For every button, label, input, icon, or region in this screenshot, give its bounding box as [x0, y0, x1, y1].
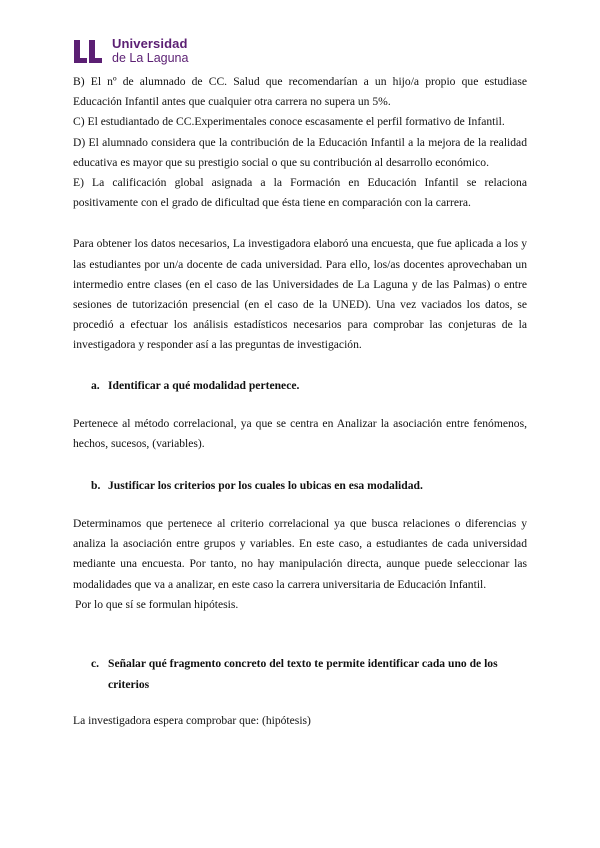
hypothesis-b: B) El nº de alumnado de CC. Salud que recomendarían a un hijo/a propio que estudiase Educación Infantil antes que cualquier otra carrera no supera un 5%. [73, 75, 527, 109]
section-b-title: Justificar los criterios por los cuales lo ubicas en esa modalidad. [108, 479, 423, 493]
ull-logo-icon [72, 38, 104, 64]
section-b-body: Determinamos que pertenece al criterio correlacional ya que busca relaciones o diferencias y analiza la asociación entre grupos y variables. En este caso, a estudiantes de cada universidad mediante una encuesta. Por tanto, no hay manipulación directa, aunque puede seleccionar las modalidades que va a analizar, en este caso la carrera universitaria de Educación Infantil. [73, 517, 527, 591]
hypothesis-d: D) El alumnado considera que la contribución de la Educación Infantil a la mejora de la realidad educativa es mayor que su prestigio social o que su contribución al desarrollo económico. [73, 135, 527, 169]
logo-text [112, 37, 188, 65]
logo-line-1: Universidad [112, 36, 188, 51]
section-a-label: a. [91, 378, 100, 392]
document-body [73, 72, 527, 731]
section-c-title: Señalar qué fragmento concreto del texto te permite identificar cada uno de los criterios [108, 657, 498, 692]
hypothesis-c: C) El estudiantado de CC.Experimentales conoce escasamente el perfil formativo de Infantil. [73, 115, 505, 129]
section-c-heading [73, 653, 527, 695]
section-b-label: b. [91, 479, 101, 493]
hypothesis-e: E) La calificación global asignada a la Formación en Educación Infantil se relaciona positivamente con el grado de dificultad que ésta tiene en comparación con la carrera. [73, 176, 527, 210]
method-paragraph: Para obtener los datos necesarios, La investigadora elaboró una encuesta, que fue aplicada a los y las estudiantes por un/a docente de cada universidad. Para ello, los/as docentes aprovechaban un intermedio entre clases (en el caso de las Universidades de La Laguna y de las Palmas) o entre sesiones de tutorización presencial (en el caso de la UNED). Una vez vaciados los datos, se procedió a efectuar los análisis estadísticos necesarios para comprobar las conjeturas de la investigadora y responder así a las preguntas de investigación. [73, 237, 527, 352]
section-b-note: Por lo que sí se formulan hipótesis. [75, 597, 239, 611]
university-logo [72, 37, 188, 65]
section-c-body: La investigadora espera comprobar que: (hipótesis) [73, 714, 311, 728]
section-a-heading [73, 375, 527, 396]
section-c-label: c. [91, 657, 100, 671]
section-a-body: Pertenece al método correlacional, ya que se centra en Analizar la asociación entre fenómenos, hechos, sucesos, (variables). [73, 416, 527, 450]
section-b-heading [73, 475, 527, 496]
logo-line-2: de La Laguna [112, 51, 189, 65]
section-a-title: Identificar a qué modalidad pertenece. [108, 378, 300, 392]
